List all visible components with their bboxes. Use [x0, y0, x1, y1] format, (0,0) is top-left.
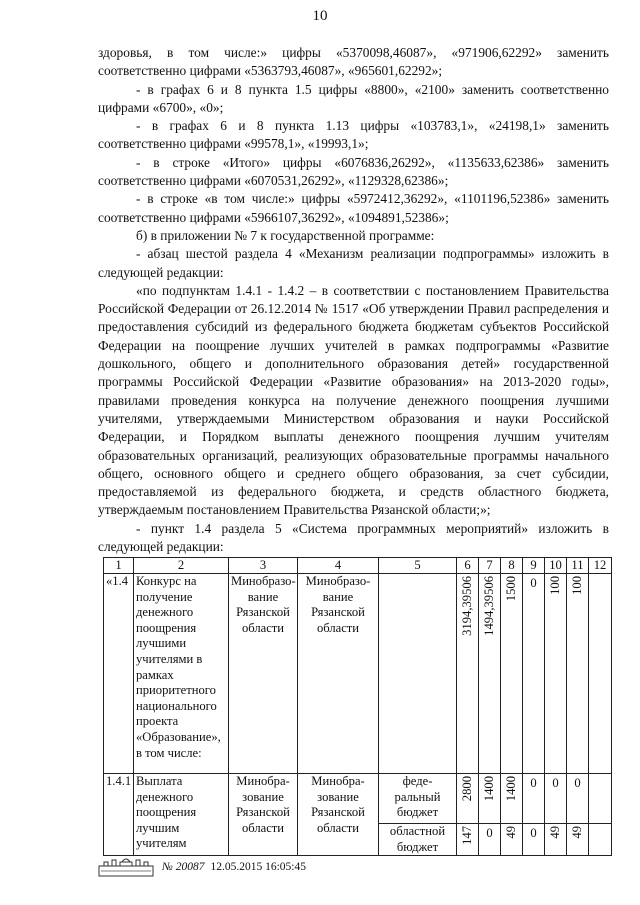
cell-coexecutor: Минобразо-вание Рязанской области [298, 574, 379, 774]
cell-col7 [479, 774, 501, 824]
paragraph: - в графах 6 и 8 пункта 1.13 цифры «103783,1», «24198,1» заменить соответственно цифрами «99578,1», «19993,1»; [98, 118, 609, 152]
cell-col12 [589, 824, 612, 856]
cell-col10 [545, 824, 567, 856]
cell-col9 [523, 774, 545, 824]
cell-source: областной бюджет [379, 824, 457, 856]
cell-value: 147 [459, 826, 474, 845]
cell-col6 [457, 774, 479, 824]
cell-col6 [457, 824, 479, 856]
cell-value: 2800 [459, 776, 474, 802]
column-header: 9 [523, 558, 545, 574]
table-row [104, 774, 612, 824]
table-header-row [104, 558, 612, 574]
column-header: 7 [479, 558, 501, 574]
cell-value: 1500 [503, 576, 518, 602]
cell-number: «1.4 [104, 574, 134, 774]
page-number: 10 [312, 8, 328, 24]
cell-number: 1.4.1 [104, 774, 134, 856]
cell-value: 1400 [481, 776, 496, 802]
cell-value: 49 [547, 826, 562, 839]
paragraph: - абзац шестой раздела 4 «Механизм реализации подпрограммы» изложить в следующей редакции: [98, 246, 609, 280]
paragraph: - пункт 1.4 раздела 5 «Система программных мероприятий» изложить в следующей редакции: [98, 520, 609, 555]
paragraph: - в строке «в том числе:» цифры «5972412,36292», «1101196,52386» заменить соответственно цифрами «5966107,36292», «1094891,52386»; [98, 191, 609, 225]
document-body [98, 44, 609, 556]
cell-source: феде-ральный бюджет [379, 774, 457, 824]
column-header: 10 [545, 558, 567, 574]
government-emblem-icon [98, 856, 154, 878]
cell-col10 [545, 574, 567, 774]
cell-col8 [501, 774, 523, 824]
cell-executor: Минобра-зование Рязанской области [229, 774, 298, 856]
cell-col12 [589, 574, 612, 774]
column-header: 1 [104, 558, 134, 574]
cell-value: 0 [552, 776, 559, 790]
column-header: 8 [501, 558, 523, 574]
cell-source [379, 574, 457, 774]
document-number: № 20087 [162, 861, 205, 873]
cell-col9 [523, 824, 545, 856]
cell-value: 3194,39506 [459, 576, 474, 636]
cell-col8 [501, 824, 523, 856]
cell-col7 [479, 824, 501, 856]
cell-col8 [501, 574, 523, 774]
cell-value: 0 [530, 826, 537, 840]
cell-name: Конкурс на получение денежного поощрения лучшими учителями в рамках приоритетного национального проекта «Образование», в том числе: [134, 574, 229, 774]
column-header: 11 [567, 558, 589, 574]
cell-col6 [457, 574, 479, 774]
cell-col9 [523, 574, 545, 774]
paragraph: - в графах 6 и 8 пункта 1.5 цифры «8800», «2100» заменить соответственно цифрами «6700», «0»; [98, 81, 609, 115]
column-header: 3 [229, 558, 298, 574]
paragraph: «по подпунктам 1.4.1 - 1.4.2 – в соответствии с постановлением Правительства Российской Федерации от 26.12.2014 № 1517 «Об утверждении Правил распределения и предоставления субсидий из федерального бюджета бюджетам субъектов Российской Федерации на поощрение лучших учителей в рамках подпрограммы «Развитие дошкольного, общего и дополнительного образования детей» государственной программы Российской Федерации «Развитие образования» на 2013-2020 годы», правилами проведения конкурса на получение денежного поощрения лучшими учителями, утверждаемыми Министерством образования и науки Российской Федерации, и Порядком выплаты денежного поощрения лучшим учителям образовательных организаций, реализующих образовательные программы начального общего, основного общего и среднего общего образования, за счет субсидии, предоставляемой из федерального бюджета, и средств областного бюджета, утверждаемым постановлением Правительства Рязанской области;»; [98, 282, 609, 518]
document-timestamp: 12.05.2015 16:05:45 [210, 861, 306, 873]
paragraph: здоровья, в том числе:» цифры «5370098,46087», «971906,62292» заменить соответственно цифрами «5363793,46087», «965601,62292»; [98, 45, 609, 79]
cell-col11 [567, 824, 589, 856]
cell-value: 100 [547, 576, 562, 595]
cell-col11 [567, 574, 589, 774]
cell-value: 0 [530, 576, 537, 590]
cell-col12 [589, 774, 612, 824]
cell-coexecutor: Минобра-зование Рязанской области [298, 774, 379, 856]
column-header: 2 [134, 558, 229, 574]
cell-col10 [545, 774, 567, 824]
cell-col11 [567, 774, 589, 824]
column-header: 12 [589, 558, 612, 574]
column-header: 6 [457, 558, 479, 574]
cell-value: 49 [569, 826, 584, 839]
paragraph: б) в приложении № 7 к государственной программе: [136, 227, 435, 243]
cell-value: 49 [503, 826, 518, 839]
cell-value: 0 [574, 776, 581, 790]
cell-value: 0 [530, 776, 537, 790]
paragraph: - в строке «Итого» цифры «6076836,26292», «1135633,62386» заменить соответственно цифрами «6070531,26292», «1129328,62386»; [98, 154, 609, 189]
cell-value: 1400 [503, 776, 518, 802]
column-header: 5 [379, 558, 457, 574]
program-table [103, 557, 612, 856]
cell-col7 [479, 574, 501, 774]
column-header: 4 [298, 558, 379, 574]
cell-executor: Минобразо-вание Рязанской области [229, 574, 298, 774]
table-row [104, 574, 612, 774]
cell-value: 0 [486, 826, 493, 840]
footer [98, 856, 306, 878]
cell-name: Выплата денежного поощрения лучшим учителям [134, 774, 229, 856]
cell-value: 1494,39506 [481, 576, 496, 636]
cell-value: 100 [569, 576, 584, 595]
